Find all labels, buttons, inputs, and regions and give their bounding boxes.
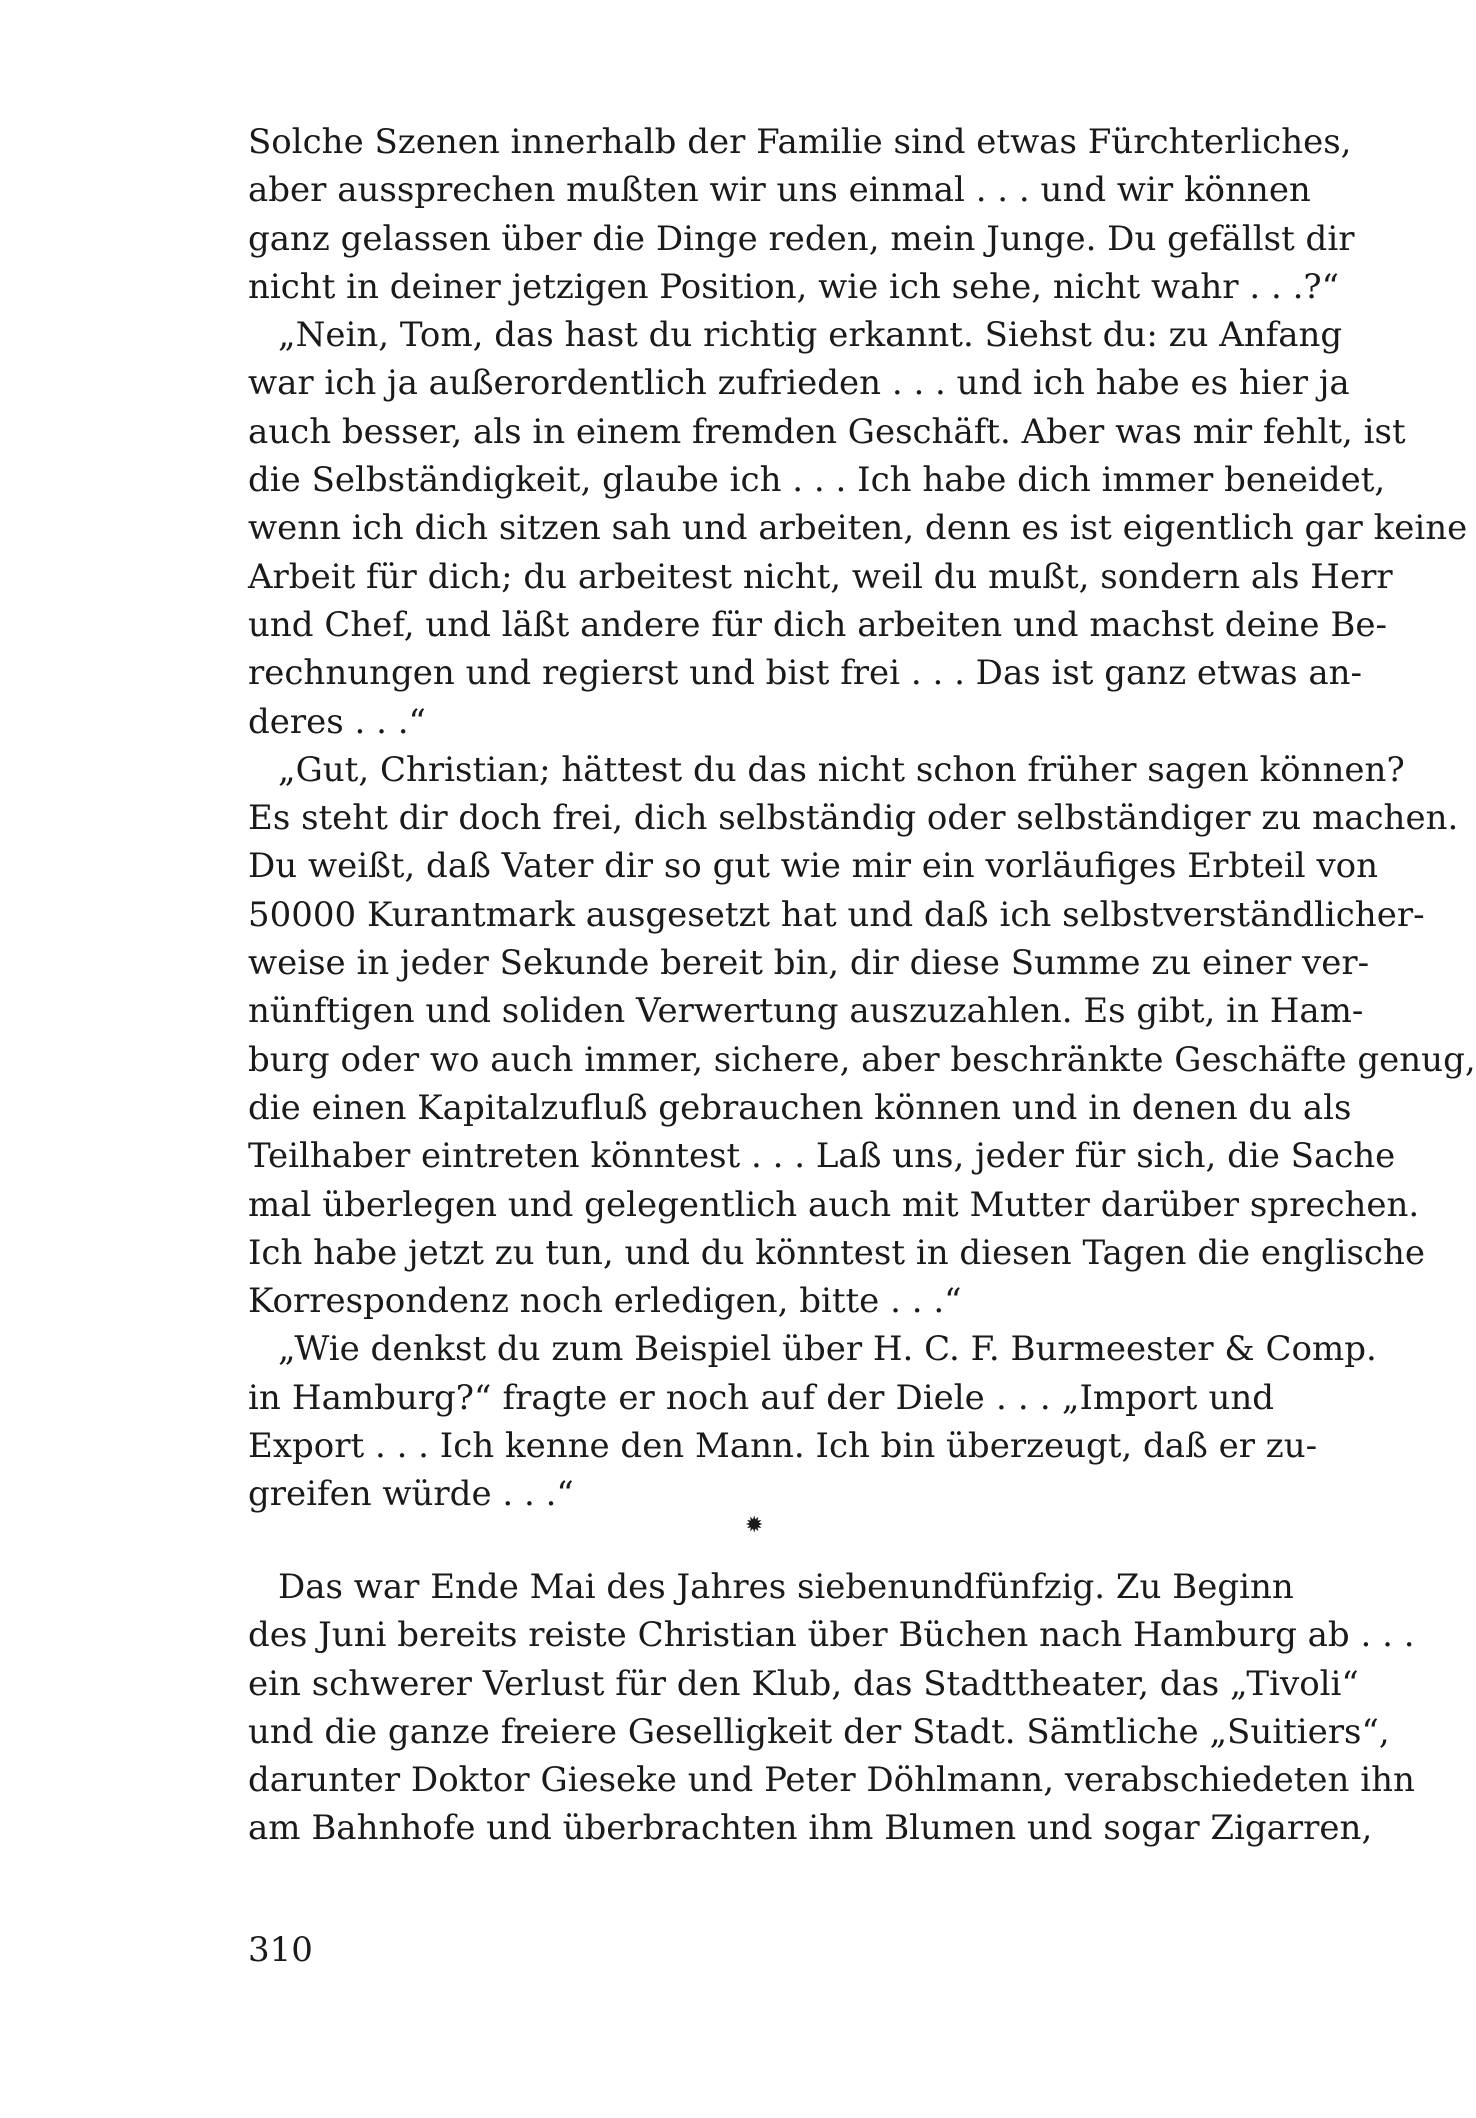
text-block-top xyxy=(248,118,1476,1519)
text-line: nünftigen und soliden Verwertung auszuzahlen. Es gibt, in Ham- xyxy=(248,991,1364,1032)
text-line: Export . . . Ich kenne den Mann. Ich bin überzeugt, daß er zu- xyxy=(248,1426,1318,1467)
text-line: nicht in deiner jetzigen Position, wie ich sehe, nicht wahr . . .?“ xyxy=(248,266,1340,307)
text-line: auch besser, als in einem fremden Geschäft. Aber was mir fehlt, ist xyxy=(248,411,1406,452)
text-line: Das war Ende Mai des Jahres siebenundfünfzig. Zu Beginn xyxy=(278,1567,1294,1607)
text-line: Solche Szenen innerhalb der Familie sind etwas Fürchterliches, xyxy=(248,122,1352,162)
text-line: am Bahnhofe und überbrachten ihm Blumen und sogar Zigarren, xyxy=(248,1808,1373,1849)
text-line: aber aussprechen mußten wir uns einmal . . . und wir können xyxy=(248,170,1311,211)
text-line: greifen würde . . .“ xyxy=(248,1474,574,1515)
text-line: Es steht dir doch frei, dich selbständig oder selbständiger zu machen. xyxy=(248,798,1459,839)
text-line: Arbeit für dich; du arbeitest nicht, weil du mußt, sondern als Herr xyxy=(248,556,1393,597)
text-line: des Juni bereits reiste Christian über Büchen nach Hamburg ab . . . xyxy=(248,1615,1415,1656)
text-line: „Gut, Christian; hättest du das nicht schon früher sagen können? xyxy=(278,749,1405,790)
text-line: in Hamburg?“ fragte er noch auf der Diele . . . „Import und xyxy=(248,1377,1274,1418)
text-line: darunter Doktor Gieseke und Peter Döhlmann, verabschiedeten ihn xyxy=(248,1760,1415,1801)
text-line: die Selbständigkeit, glaube ich . . . Ich habe dich immer beneidet, xyxy=(248,460,1386,501)
text-line: deres . . .“ xyxy=(248,701,426,742)
text-line: und Chef, und läßt andere für dich arbeiten und machst deine Be- xyxy=(248,604,1387,645)
text-line: burg oder wo auch immer, sichere, aber beschränkte Geschäfte genug, xyxy=(248,1039,1476,1080)
text-line: Du weißt, daß Vater dir so gut wie mir ein vorläufiges Erbteil von xyxy=(248,846,1379,887)
text-line: 50000 Kurantmark ausgesetzt hat und daß ich selbstverständlicher- xyxy=(248,894,1425,935)
text-line: mal überlegen und gelegentlich auch mit Mutter darüber sprechen. xyxy=(248,1184,1420,1225)
text-line: Teilhaber eintreten könntest . . . Laß uns, jeder für sich, die Sache xyxy=(248,1136,1396,1177)
text-line: rechnungen und regierst und bist frei . . . Das ist ganz etwas an- xyxy=(248,653,1362,694)
text-line: wenn ich dich sitzen sah und arbeiten, denn es ist eigentlich gar keine xyxy=(248,508,1468,549)
text-line: die einen Kapitalzufluß gebrauchen können und in denen du als xyxy=(248,1087,1352,1128)
text-line: weise in jeder Sekunde bereit bin, dir diese Summe zu einer ver- xyxy=(248,943,1370,984)
text-line: ganz gelassen über die Dinge reden, mein Junge. Du gefällst dir xyxy=(248,218,1355,259)
page-number: 310 xyxy=(248,1930,313,1970)
text-line: und die ganze freiere Geselligkeit der Stadt. Sämtliche „Suitiers“, xyxy=(248,1711,1390,1752)
text-block-bottom xyxy=(248,1563,1415,1853)
text-line: ein schwerer Verlust für den Klub, das Stadttheater, das „Tivoli“ xyxy=(248,1663,1359,1704)
section-separator-icon: ✹ xyxy=(745,1513,764,1538)
text-line: „Wie denkst du zum Beispiel über H. C. F. Burmeester & Comp. xyxy=(278,1329,1377,1370)
text-line: war ich ja außerordentlich zufrieden . . . und ich habe es hier ja xyxy=(248,363,1350,404)
text-line: Korrespondenz noch erledigen, bitte . . .“ xyxy=(248,1281,962,1322)
text-line: „Nein, Tom, das hast du richtig erkannt. Siehst du: zu Anfang xyxy=(278,315,1343,356)
text-line: Ich habe jetzt zu tun, und du könntest in diesen Tagen die englische xyxy=(248,1232,1425,1273)
